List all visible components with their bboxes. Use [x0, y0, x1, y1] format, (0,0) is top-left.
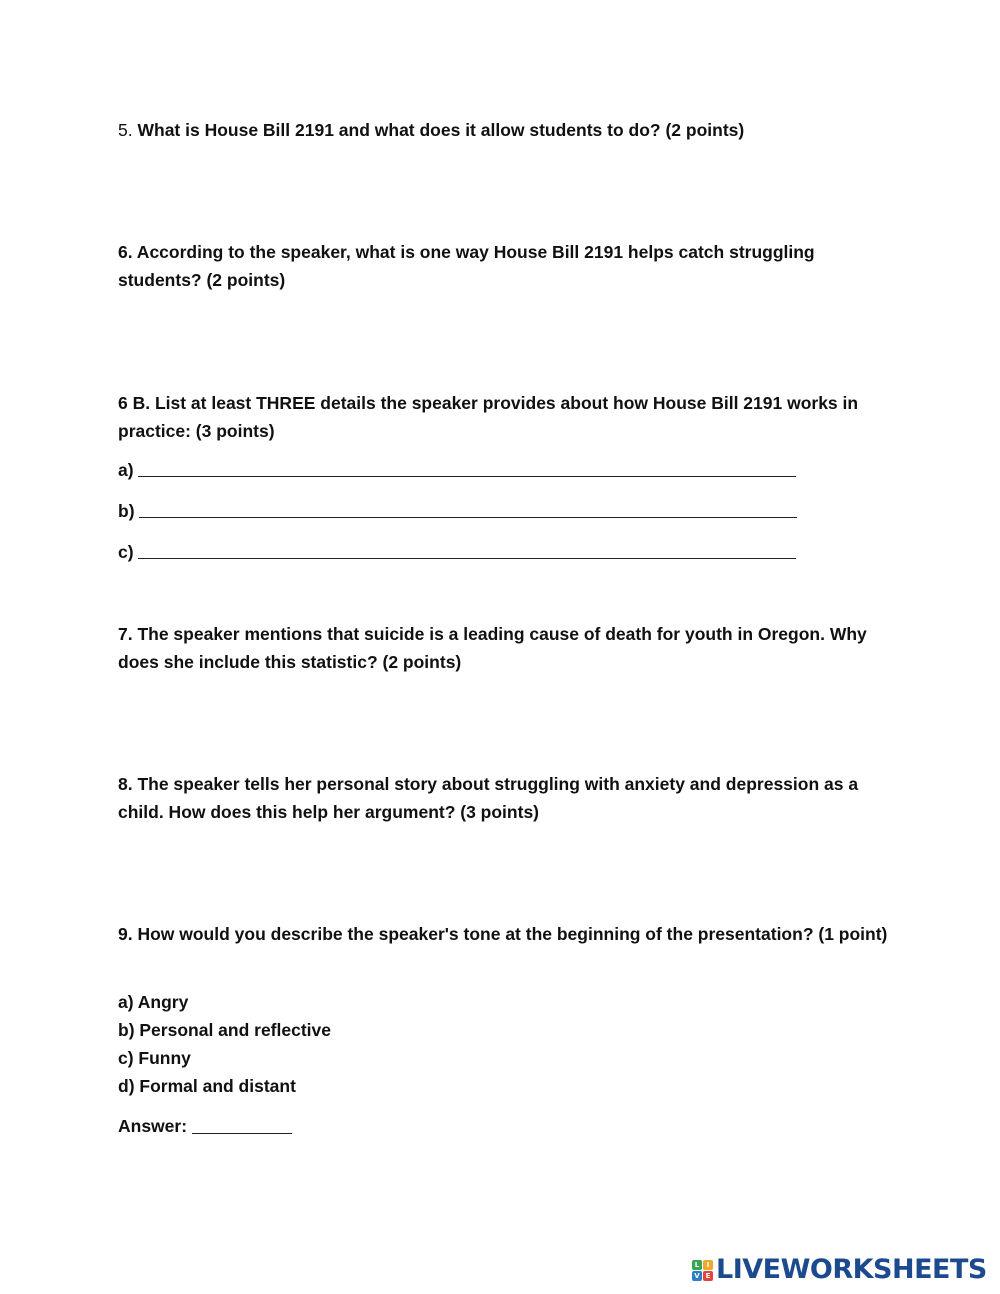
option-c[interactable]: c) Funny: [118, 1048, 191, 1068]
logo-mark-l: L: [692, 1260, 702, 1270]
question-9: 9. How would you describe the speaker's tone at the beginning of the presentation? (1 point): [118, 924, 888, 944]
answer-blank-b[interactable]: [118, 499, 797, 523]
question-8: 8. The speaker tells her personal story about struggling with anxiety and depression as a child. How does this help her argument? (3 points): [118, 774, 859, 822]
logo-mark-v: V: [692, 1271, 702, 1281]
answer-blank-a[interactable]: [118, 458, 796, 482]
answer-label: Answer:: [118, 1116, 188, 1136]
blank-label-b: b): [118, 501, 135, 521]
question-5-number: 5.: [118, 120, 133, 140]
answer-rule[interactable]: [192, 1133, 292, 1134]
question-5-text: What is House Bill 2191 and what does it allow students to do? (2 points): [137, 120, 745, 140]
logo-mark-icon: [692, 1260, 713, 1281]
option-a[interactable]: a) Angry: [118, 992, 189, 1012]
logo-text: LIVEWORKSHEETS: [716, 1254, 987, 1285]
answer-blank-c[interactable]: [118, 540, 796, 564]
liveworksheets-logo: [692, 1253, 987, 1287]
question-5: [118, 116, 888, 144]
blank-label-c: c): [118, 542, 134, 562]
logo-mark-e: E: [703, 1271, 713, 1281]
answer-field[interactable]: [118, 1114, 292, 1138]
blank-rule-c[interactable]: [138, 558, 796, 559]
question-7: 7. The speaker mentions that suicide is a leading cause of death for youth in Oregon. Why does she include this statistic? (2 points): [118, 624, 867, 672]
blank-label-a: a): [118, 460, 134, 480]
blank-rule-b[interactable]: [139, 517, 797, 518]
question-6: 6. According to the speaker, what is one way House Bill 2191 helps catch struggling students? (2 points): [118, 242, 815, 290]
blank-rule-a[interactable]: [138, 476, 796, 477]
question-6b: 6 B. List at least THREE details the speaker provides about how House Bill 2191 works in practice: (3 points): [118, 393, 859, 441]
logo-mark-i: I: [703, 1260, 713, 1270]
option-b[interactable]: b) Personal and reflective: [118, 1020, 331, 1040]
option-d[interactable]: d) Formal and distant: [118, 1076, 296, 1096]
